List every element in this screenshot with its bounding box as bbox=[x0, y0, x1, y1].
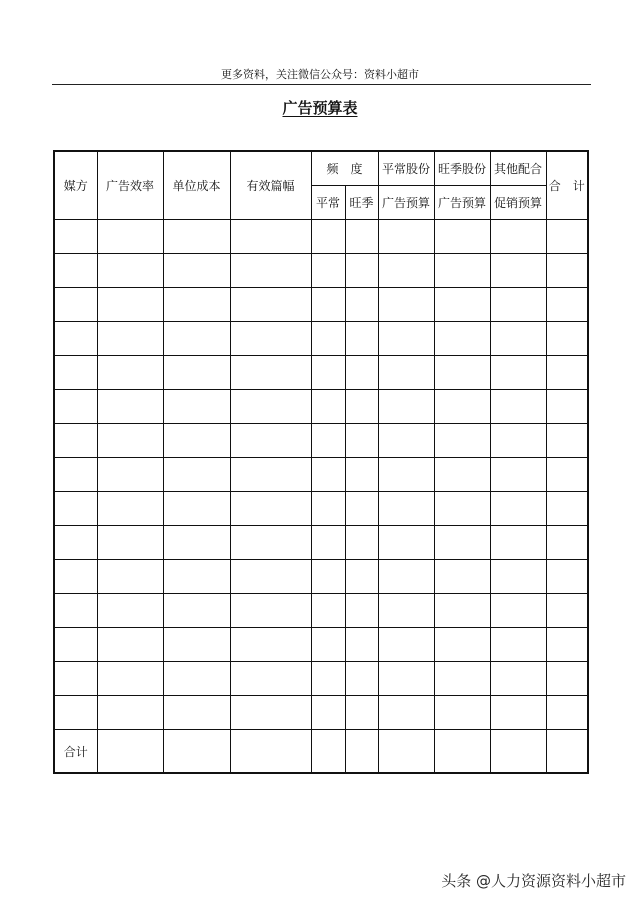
table-row bbox=[54, 356, 588, 390]
table-cell[interactable] bbox=[97, 390, 163, 424]
table-cell[interactable] bbox=[546, 220, 588, 254]
table-cell[interactable] bbox=[54, 492, 97, 526]
table-cell[interactable] bbox=[97, 492, 163, 526]
table-cell[interactable] bbox=[434, 730, 490, 774]
table-cell[interactable] bbox=[311, 220, 345, 254]
table-cell[interactable] bbox=[490, 628, 546, 662]
table-cell[interactable] bbox=[490, 322, 546, 356]
table-cell[interactable] bbox=[546, 594, 588, 628]
table-cell[interactable] bbox=[345, 356, 378, 390]
table-cell[interactable] bbox=[345, 322, 378, 356]
table-cell[interactable] bbox=[54, 254, 97, 288]
table-cell[interactable] bbox=[490, 526, 546, 560]
table-cell[interactable] bbox=[311, 356, 345, 390]
table-cell[interactable] bbox=[434, 220, 490, 254]
table-cell[interactable] bbox=[97, 730, 163, 774]
table-cell[interactable] bbox=[546, 356, 588, 390]
table-cell[interactable] bbox=[311, 594, 345, 628]
table-cell[interactable] bbox=[230, 390, 311, 424]
table-cell[interactable] bbox=[546, 560, 588, 594]
table-cell[interactable] bbox=[345, 628, 378, 662]
table-cell[interactable] bbox=[490, 560, 546, 594]
col-header-unit-cost: 单位成本 bbox=[163, 151, 230, 220]
table-row bbox=[54, 696, 588, 730]
col-header-total: 合 计 bbox=[546, 151, 588, 220]
table-cell[interactable] bbox=[163, 254, 230, 288]
table-cell[interactable] bbox=[490, 492, 546, 526]
table-cell[interactable] bbox=[311, 424, 345, 458]
table-cell[interactable] bbox=[97, 662, 163, 696]
table-cell[interactable] bbox=[230, 458, 311, 492]
table-cell[interactable] bbox=[230, 424, 311, 458]
table-cell[interactable] bbox=[546, 662, 588, 696]
col-header-freq-normal: 平常 bbox=[311, 186, 345, 220]
table-cell[interactable] bbox=[163, 526, 230, 560]
table-cell[interactable] bbox=[163, 730, 230, 774]
table-row bbox=[54, 594, 588, 628]
table-cell[interactable] bbox=[434, 628, 490, 662]
table-cell[interactable] bbox=[378, 526, 434, 560]
table-row bbox=[54, 560, 588, 594]
table-cell[interactable] bbox=[546, 424, 588, 458]
table-cell[interactable] bbox=[490, 424, 546, 458]
table-cell[interactable] bbox=[230, 628, 311, 662]
table-cell[interactable] bbox=[230, 220, 311, 254]
table-cell[interactable] bbox=[378, 220, 434, 254]
table-cell[interactable] bbox=[54, 356, 97, 390]
table-cell[interactable] bbox=[163, 696, 230, 730]
table-cell[interactable] bbox=[434, 662, 490, 696]
table-cell[interactable] bbox=[378, 696, 434, 730]
table-cell[interactable] bbox=[163, 628, 230, 662]
table-cell[interactable] bbox=[163, 662, 230, 696]
table-cell[interactable] bbox=[378, 254, 434, 288]
table-cell[interactable] bbox=[54, 424, 97, 458]
table-cell[interactable] bbox=[97, 220, 163, 254]
table-cell[interactable] bbox=[230, 492, 311, 526]
table-cell[interactable] bbox=[230, 254, 311, 288]
table-cell[interactable] bbox=[490, 458, 546, 492]
col-header-frequency: 频 度 bbox=[311, 151, 378, 186]
table-cell[interactable] bbox=[490, 220, 546, 254]
table-cell[interactable] bbox=[163, 322, 230, 356]
table-cell[interactable] bbox=[311, 458, 345, 492]
table-cell[interactable] bbox=[490, 696, 546, 730]
table-cell[interactable] bbox=[378, 288, 434, 322]
table-cell[interactable] bbox=[378, 390, 434, 424]
table-row bbox=[54, 254, 588, 288]
table-cell[interactable] bbox=[434, 458, 490, 492]
table-cell[interactable] bbox=[490, 730, 546, 774]
table-cell[interactable] bbox=[546, 696, 588, 730]
table-row bbox=[54, 220, 588, 254]
table-cell[interactable] bbox=[546, 458, 588, 492]
watermark: 头条 @人力资源资料小超市 bbox=[441, 872, 626, 890]
table-cell[interactable] bbox=[345, 424, 378, 458]
table-cell[interactable] bbox=[345, 560, 378, 594]
table-cell[interactable] bbox=[163, 288, 230, 322]
table-cell[interactable] bbox=[54, 696, 97, 730]
table-row bbox=[54, 662, 588, 696]
table-cell[interactable] bbox=[378, 458, 434, 492]
table-cell[interactable] bbox=[546, 730, 588, 774]
table-cell[interactable] bbox=[311, 526, 345, 560]
table-cell[interactable] bbox=[230, 526, 311, 560]
table-cell[interactable] bbox=[311, 254, 345, 288]
table-cell[interactable] bbox=[163, 424, 230, 458]
table-cell[interactable] bbox=[230, 560, 311, 594]
table-cell[interactable] bbox=[163, 390, 230, 424]
table-cell[interactable] bbox=[345, 288, 378, 322]
header-note: 更多资料，关注微信公众号：资料小超市 bbox=[221, 68, 419, 81]
table-row bbox=[54, 458, 588, 492]
table-cell[interactable] bbox=[378, 594, 434, 628]
table-cell[interactable] bbox=[163, 220, 230, 254]
table-cell[interactable] bbox=[97, 288, 163, 322]
table-cell[interactable] bbox=[345, 492, 378, 526]
table-cell[interactable] bbox=[378, 730, 434, 774]
table-cell[interactable] bbox=[97, 594, 163, 628]
table-cell[interactable] bbox=[345, 254, 378, 288]
table-cell[interactable] bbox=[311, 628, 345, 662]
table-cell[interactable] bbox=[230, 288, 311, 322]
table-cell[interactable] bbox=[490, 288, 546, 322]
table-cell[interactable] bbox=[490, 254, 546, 288]
table-cell[interactable] bbox=[546, 492, 588, 526]
table-cell[interactable] bbox=[163, 560, 230, 594]
table-cell[interactable] bbox=[311, 288, 345, 322]
table-cell[interactable] bbox=[546, 390, 588, 424]
table-row bbox=[54, 526, 588, 560]
table-cell[interactable] bbox=[345, 526, 378, 560]
page-title-text: 广告预算表 bbox=[282, 99, 358, 117]
header-divider bbox=[52, 84, 591, 85]
table-cell[interactable] bbox=[97, 628, 163, 662]
col-header-media: 媒方 bbox=[54, 151, 97, 220]
table-cell[interactable] bbox=[163, 458, 230, 492]
table-cell[interactable] bbox=[54, 322, 97, 356]
table-cell[interactable] bbox=[311, 322, 345, 356]
col-header-normal-share-bottom: 广告预算 bbox=[378, 186, 434, 220]
table-cell[interactable] bbox=[490, 390, 546, 424]
table-cell[interactable] bbox=[378, 662, 434, 696]
table-cell[interactable] bbox=[434, 696, 490, 730]
table-cell[interactable] bbox=[434, 254, 490, 288]
table-row bbox=[54, 390, 588, 424]
table-cell[interactable] bbox=[345, 662, 378, 696]
table-cell[interactable] bbox=[97, 526, 163, 560]
col-header-efficiency: 广告效率 bbox=[97, 151, 163, 220]
table-cell[interactable] bbox=[230, 322, 311, 356]
total-row bbox=[54, 730, 588, 774]
table-row bbox=[54, 322, 588, 356]
table-cell[interactable] bbox=[54, 526, 97, 560]
table-cell[interactable] bbox=[230, 662, 311, 696]
col-header-peak-share-top: 旺季股份 bbox=[434, 151, 490, 186]
page-title bbox=[0, 98, 640, 118]
table-cell[interactable] bbox=[546, 526, 588, 560]
table-cell[interactable] bbox=[97, 458, 163, 492]
table-cell[interactable] bbox=[97, 560, 163, 594]
table-cell[interactable] bbox=[378, 424, 434, 458]
table-cell[interactable] bbox=[54, 594, 97, 628]
table-cell[interactable] bbox=[97, 356, 163, 390]
col-header-normal-share-top: 平常股份 bbox=[378, 151, 434, 186]
table-cell[interactable] bbox=[345, 730, 378, 774]
table-cell[interactable] bbox=[345, 594, 378, 628]
table-cell[interactable] bbox=[490, 356, 546, 390]
table-cell[interactable] bbox=[97, 696, 163, 730]
table-cell[interactable] bbox=[54, 390, 97, 424]
table-cell[interactable] bbox=[345, 696, 378, 730]
table-cell[interactable] bbox=[434, 526, 490, 560]
table-cell[interactable] bbox=[490, 594, 546, 628]
table-cell[interactable] bbox=[490, 662, 546, 696]
table-cell[interactable] bbox=[97, 424, 163, 458]
table-cell[interactable] bbox=[230, 730, 311, 774]
table-cell[interactable] bbox=[97, 254, 163, 288]
table-cell[interactable] bbox=[546, 628, 588, 662]
table-cell[interactable] bbox=[163, 492, 230, 526]
table-cell[interactable] bbox=[54, 560, 97, 594]
table-row bbox=[54, 288, 588, 322]
table-cell[interactable] bbox=[54, 628, 97, 662]
table-cell[interactable] bbox=[97, 322, 163, 356]
table-cell[interactable] bbox=[311, 560, 345, 594]
table-cell[interactable] bbox=[311, 492, 345, 526]
table-cell[interactable] bbox=[230, 594, 311, 628]
total-row-label: 合计 bbox=[54, 730, 97, 774]
budget-table bbox=[53, 150, 589, 774]
table-cell[interactable] bbox=[434, 424, 490, 458]
table-cell[interactable] bbox=[311, 730, 345, 774]
table-cell[interactable] bbox=[546, 322, 588, 356]
table-cell[interactable] bbox=[434, 390, 490, 424]
table-cell[interactable] bbox=[54, 458, 97, 492]
table-cell[interactable] bbox=[54, 662, 97, 696]
table-cell[interactable] bbox=[345, 458, 378, 492]
table-body bbox=[54, 220, 588, 774]
table-cell[interactable] bbox=[546, 288, 588, 322]
col-header-peak-share-bottom: 广告预算 bbox=[434, 186, 490, 220]
table-cell[interactable] bbox=[311, 696, 345, 730]
table-cell[interactable] bbox=[54, 288, 97, 322]
table-cell[interactable] bbox=[378, 322, 434, 356]
table-cell[interactable] bbox=[378, 560, 434, 594]
table-row bbox=[54, 628, 588, 662]
table-cell[interactable] bbox=[434, 322, 490, 356]
table-cell[interactable] bbox=[378, 356, 434, 390]
table-cell[interactable] bbox=[54, 220, 97, 254]
table-cell[interactable] bbox=[434, 356, 490, 390]
table-cell[interactable] bbox=[163, 594, 230, 628]
col-header-freq-peak: 旺季 bbox=[345, 186, 378, 220]
table-row bbox=[54, 424, 588, 458]
col-header-effective-size: 有效篇幅 bbox=[230, 151, 311, 220]
table-cell[interactable] bbox=[311, 662, 345, 696]
table-cell[interactable] bbox=[434, 594, 490, 628]
table-cell[interactable] bbox=[434, 560, 490, 594]
table-cell[interactable] bbox=[546, 254, 588, 288]
table-cell[interactable] bbox=[345, 390, 378, 424]
col-header-other-top: 其他配合 bbox=[490, 151, 546, 186]
table-cell[interactable] bbox=[345, 220, 378, 254]
table-row bbox=[54, 492, 588, 526]
table-cell[interactable] bbox=[378, 492, 434, 526]
table-cell[interactable] bbox=[378, 628, 434, 662]
col-header-other-bottom: 促销预算 bbox=[490, 186, 546, 220]
table-cell[interactable] bbox=[163, 356, 230, 390]
table-cell[interactable] bbox=[434, 492, 490, 526]
table-cell[interactable] bbox=[230, 696, 311, 730]
table-cell[interactable] bbox=[230, 356, 311, 390]
table-cell[interactable] bbox=[434, 288, 490, 322]
table-cell[interactable] bbox=[311, 390, 345, 424]
